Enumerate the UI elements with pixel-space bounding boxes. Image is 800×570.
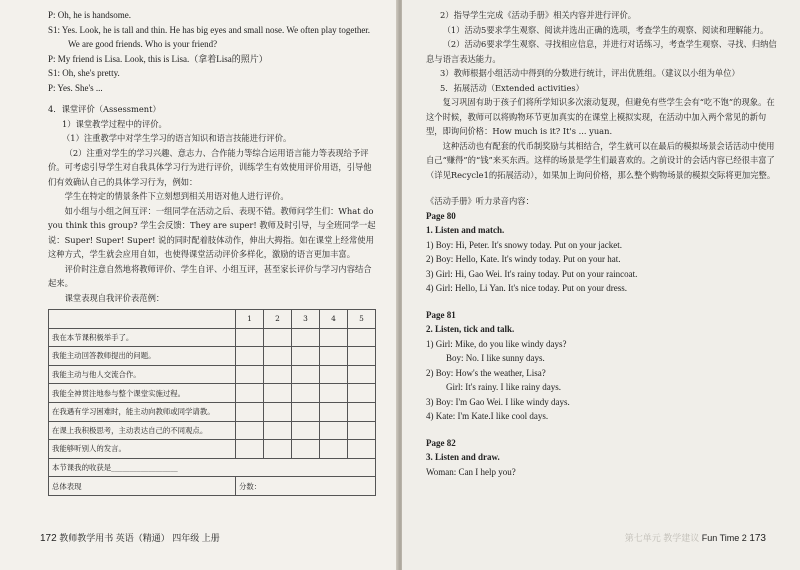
score-cell[interactable] xyxy=(235,402,263,421)
table-total-row xyxy=(49,477,376,496)
score-cell[interactable] xyxy=(319,421,347,440)
script-line: 3) Boy: I'm Gao Wei. I like windy days. xyxy=(426,396,570,407)
page-label: Page 81 xyxy=(426,309,456,320)
dialogue-line: P: Oh, he is handsome. xyxy=(48,10,131,20)
dialogue-line: S1: Yes. Look, he is tall and thin. He has big eyes and small nose. We often play together. We are good friends. Who is your friend? xyxy=(48,24,371,49)
score-cell[interactable] xyxy=(347,421,375,440)
script-line: 1) Girl: Mike, do you like windy days? xyxy=(426,338,567,349)
assessment-item-2: 2）指导学生完成《活动手册》相关内容并进行评价。 xyxy=(440,10,637,20)
script-line: 2) Boy: How's the weather, Lisa? xyxy=(426,367,546,378)
table-row xyxy=(49,328,376,347)
table-header-cell: 2 xyxy=(263,310,291,329)
script-line: 4) Girl: Hello, Li Yan. It's nice today. Put on your dress. xyxy=(426,283,628,293)
table-row xyxy=(49,384,376,403)
script-line: Boy: No. I like sunny days. xyxy=(446,353,545,363)
score-cell[interactable] xyxy=(235,347,263,366)
table-row xyxy=(49,421,376,440)
score-cell[interactable] xyxy=(291,328,319,347)
paragraph: 学生在特定的情景条件下立刻想到相关用语对他人进行评价。 xyxy=(64,191,289,201)
assessment-item-1: 1）课堂教学过程中的评价。 xyxy=(62,118,167,129)
table-row-label: 我能主动回答教师提出的问题。 xyxy=(49,347,236,366)
score-cell[interactable] xyxy=(263,440,291,459)
script-line: 3) Girl: Hi, Gao Wei. It's rainy today. Put on your raincoat. xyxy=(426,268,638,279)
score-cell[interactable] xyxy=(235,328,263,347)
table-row-label: 我在本节课积极举手了。 xyxy=(49,328,236,347)
assessment-item-1b: （2）注重对学生的学习兴趣、意志力、合作能力等综合运用语言能力等表现给予评价。可考虑引导学生对自我具体学习行为进行评价，训练学生有效使用评价用语，引导他们有效确认自己的具体学习行为，例如： xyxy=(48,147,372,187)
score-cell[interactable] xyxy=(291,440,319,459)
script-line: 1) Boy: Hi, Peter. It's snowy today. Put on your jacket. xyxy=(426,239,623,250)
exercise-title: 2. Listen, tick and talk. xyxy=(426,324,515,334)
page-number: 173 xyxy=(749,533,766,544)
paragraph: 如小组与小组之间互评：一组同学在活动之后、表现不错。教师问学生们：What do you think this group? 学生会反馈：They are super! 教师及时引导，与全班同学一起说：Super! Super! Super! 说的同时配着肢体动作，伸出大拇指。如在课堂上经常使用这种方式，学生就会应用自如，也使得课堂活动评价多样化，激励的语言更加丰富。 xyxy=(48,205,376,259)
assessment-item-3: 3）教师根据小组活动中得到的分数进行统计，评出优胜组。（建议以小组为单位） xyxy=(440,68,740,78)
table-row xyxy=(49,347,376,366)
score-cell[interactable] xyxy=(263,421,291,440)
script-line: Woman: Can I help you? xyxy=(426,466,516,477)
score-cell[interactable] xyxy=(319,440,347,459)
page-number: 172 xyxy=(40,533,57,544)
score-cell[interactable] xyxy=(291,365,319,384)
paragraph: 评价时注意自然地将教师评价、学生自评、小组互评，甚至家长评价与学习内容结合起来。 xyxy=(48,263,372,288)
score-cell[interactable] xyxy=(319,384,347,403)
table-row-label: 在我遇有学习困难时，能主动向教师或同学请教。 xyxy=(49,402,236,421)
table-row-label: 本节课我的收获是__________________ xyxy=(49,458,376,477)
left-footer xyxy=(40,531,220,544)
table-header-row xyxy=(49,310,376,329)
right-page xyxy=(402,0,800,570)
score-cell[interactable] xyxy=(263,328,291,347)
paragraph: 这种活动也有配套的代币制奖励与其相结合，学生就可以在最后的模拟场景会话活动中使用自己“赚得”的“钱”来买东西。这样的场景是学生们最喜欢的。之前设计的会话内容已经很丰富了（详见Recycle1的拓展活动），如果加上询问价格，那么整个购物场景的模拟交际将更加完整。 xyxy=(426,140,776,180)
score-cell[interactable] xyxy=(291,384,319,403)
assessment-item-1a: （1）注重教学中对学生学习的语言知识和语言技能进行评价。 xyxy=(62,133,292,143)
total-label: 总体表现 xyxy=(49,477,236,496)
assessment-item-2a: （1）活动5要求学生观察、阅读并选出正确的选项，考查学生的观察、阅读和理解能力。 xyxy=(442,24,769,35)
table-row-label: 我能够听别人的发言。 xyxy=(49,440,236,459)
score-cell[interactable] xyxy=(263,384,291,403)
table-row xyxy=(49,458,376,477)
table-header-cell: 1 xyxy=(235,310,263,329)
score-cell[interactable] xyxy=(319,402,347,421)
script-line: 2) Boy: Hello, Kate. It's windy today. Put on your hat. xyxy=(426,254,621,264)
dialogue-line: P: My friend is Lisa. Look, this is Lisa.（拿着Lisa的照片） xyxy=(48,53,268,64)
assessment-item-2b: （2）活动6要求学生观察、寻找相应信息，并进行对话练习，考查学生观察、寻找、归纳信息与语言表达能力。 xyxy=(426,39,777,64)
paragraph: 复习巩固有助于孩子们将所学知识多次滚动复现，但避免有些学生会有“吃不饱”的现象。在这个时候，教师可以将购物环节更加真实的在课堂上模拟实现，在活动中加入两个常见的新句型，即询问价格：How much is it? It's ... yuan. xyxy=(426,97,775,136)
section-heading-assessment: 4．课堂评价（Assessment） xyxy=(48,104,161,114)
table-header-cell: 5 xyxy=(347,310,375,329)
dialogue-line: S1: Oh, she's pretty. xyxy=(48,68,120,78)
exercise-title: 3. Listen and draw. xyxy=(426,452,500,462)
table-row-label: 在课上我积极思考，主动表达自己的不同观点。 xyxy=(49,421,236,440)
table-header-cell: 4 xyxy=(319,310,347,329)
book-title: 教师教学用书 英语（精通） 四年级 上册 xyxy=(59,533,220,543)
table-header-cell xyxy=(49,310,236,329)
right-page-content xyxy=(426,8,778,479)
script-line: 4) Kate: I'm Kate.I like cool days. xyxy=(426,411,549,421)
score-cell[interactable] xyxy=(347,347,375,366)
score-cell[interactable] xyxy=(347,440,375,459)
score-cell[interactable] xyxy=(347,402,375,421)
score-cell[interactable] xyxy=(291,421,319,440)
faint-running-head: 第七单元 教学建议 xyxy=(624,533,700,543)
left-page-content xyxy=(48,8,378,496)
table-row xyxy=(49,440,376,459)
exercise-title: 1. Listen and match. xyxy=(426,225,505,235)
score-cell[interactable] xyxy=(263,402,291,421)
page-label: Page 82 xyxy=(426,437,456,448)
table-row-label: 我能主动与他人交流合作。 xyxy=(49,365,236,384)
audio-script-heading: 《活动手册》听力录音内容： xyxy=(426,196,534,206)
right-footer xyxy=(625,531,766,544)
table-row xyxy=(49,402,376,421)
score-cell[interactable] xyxy=(319,365,347,384)
score-cell[interactable] xyxy=(235,421,263,440)
score-cell[interactable] xyxy=(319,328,347,347)
section-heading-extended: 5．拓展活动（Extended activities） xyxy=(440,82,584,93)
score-cell[interactable] xyxy=(263,365,291,384)
score-label: 分数： xyxy=(235,477,375,496)
table-row-label: 我能全神贯注地参与整个课堂实施过程。 xyxy=(49,384,236,403)
script-line: Girl: It's rainy. I like rainy days. xyxy=(446,382,562,392)
score-cell[interactable] xyxy=(235,440,263,459)
unit-label: Fun Time 2 xyxy=(701,533,747,543)
score-cell[interactable] xyxy=(347,384,375,403)
score-cell[interactable] xyxy=(235,365,263,384)
score-cell[interactable] xyxy=(347,365,375,384)
dialogue-line: P: Yes. She's ... xyxy=(48,82,103,93)
score-cell[interactable] xyxy=(291,402,319,421)
score-cell[interactable] xyxy=(235,384,263,403)
score-cell[interactable] xyxy=(347,328,375,347)
page-label: Page 80 xyxy=(426,210,456,221)
score-cell[interactable] xyxy=(291,347,319,366)
table-header-cell: 3 xyxy=(291,310,319,329)
self-evaluation-table xyxy=(48,309,376,496)
score-cell[interactable] xyxy=(263,347,291,366)
table-caption: 课堂表现自我评价表范例： xyxy=(64,292,165,303)
score-cell[interactable] xyxy=(319,347,347,366)
left-page xyxy=(0,0,398,570)
table-row xyxy=(49,365,376,384)
